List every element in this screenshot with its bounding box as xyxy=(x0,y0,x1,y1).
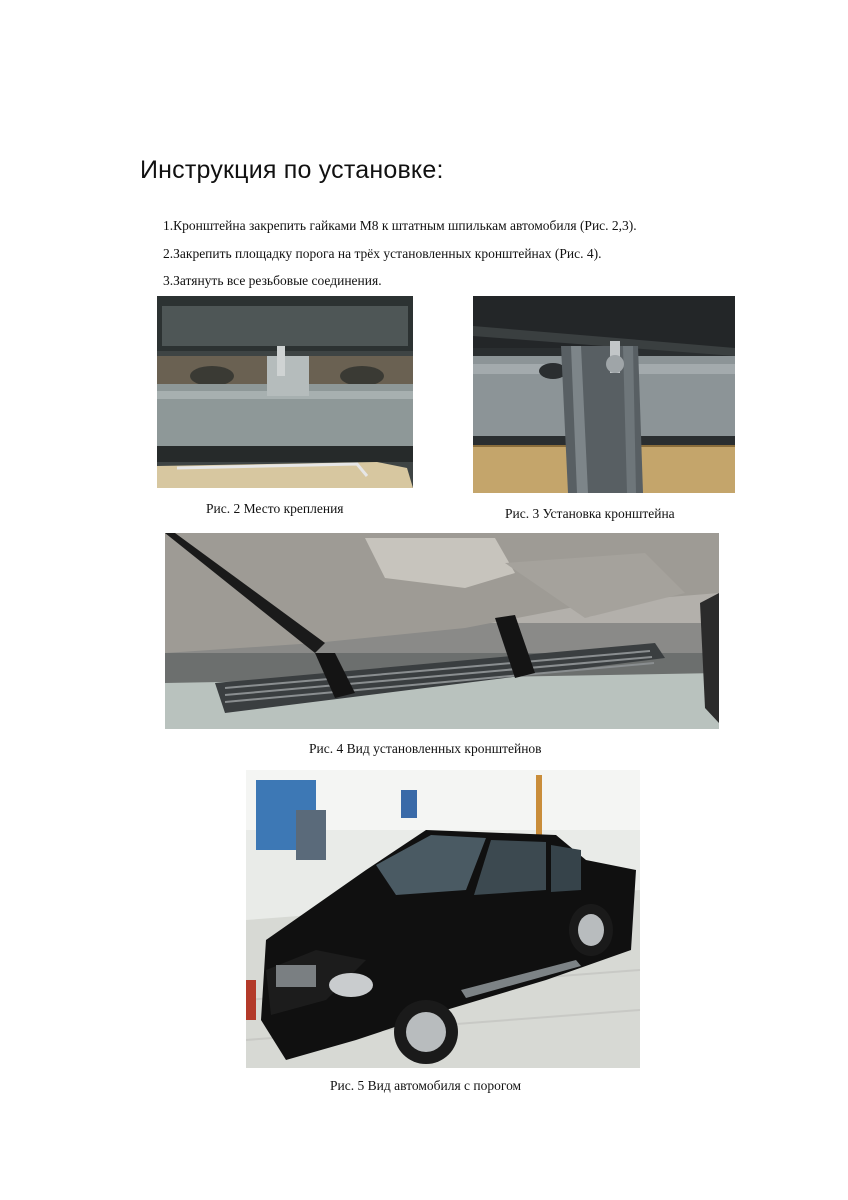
figure-4-photo xyxy=(165,533,719,729)
step-2: 2.Закрепить площадку порога на трёх установленных кронштейнах (Рис. 4). xyxy=(163,245,602,261)
step-3: 3.Затянуть все резьбовые соединения. xyxy=(163,273,382,288)
figure-3-caption: Рис. 3 Установка кронштейна xyxy=(505,506,675,521)
page-title: Инструкция по установке: xyxy=(140,156,444,184)
figure-2-photo xyxy=(157,296,413,488)
figure-2-caption: Рис. 2 Место крепления xyxy=(206,501,344,516)
figure-5-caption: Рис. 5 Вид автомобиля с порогом xyxy=(330,1078,522,1093)
instruction-steps xyxy=(163,212,637,295)
figure-3-photo xyxy=(473,296,735,493)
figure-5-photo xyxy=(246,770,640,1068)
step-1: 1.Кронштейна закрепить гайками М8 к штатным шпилькам автомобиля (Рис. 2,3). xyxy=(163,218,637,233)
figure-4-caption: Рис. 4 Вид установленных кронштейнов xyxy=(309,741,542,756)
